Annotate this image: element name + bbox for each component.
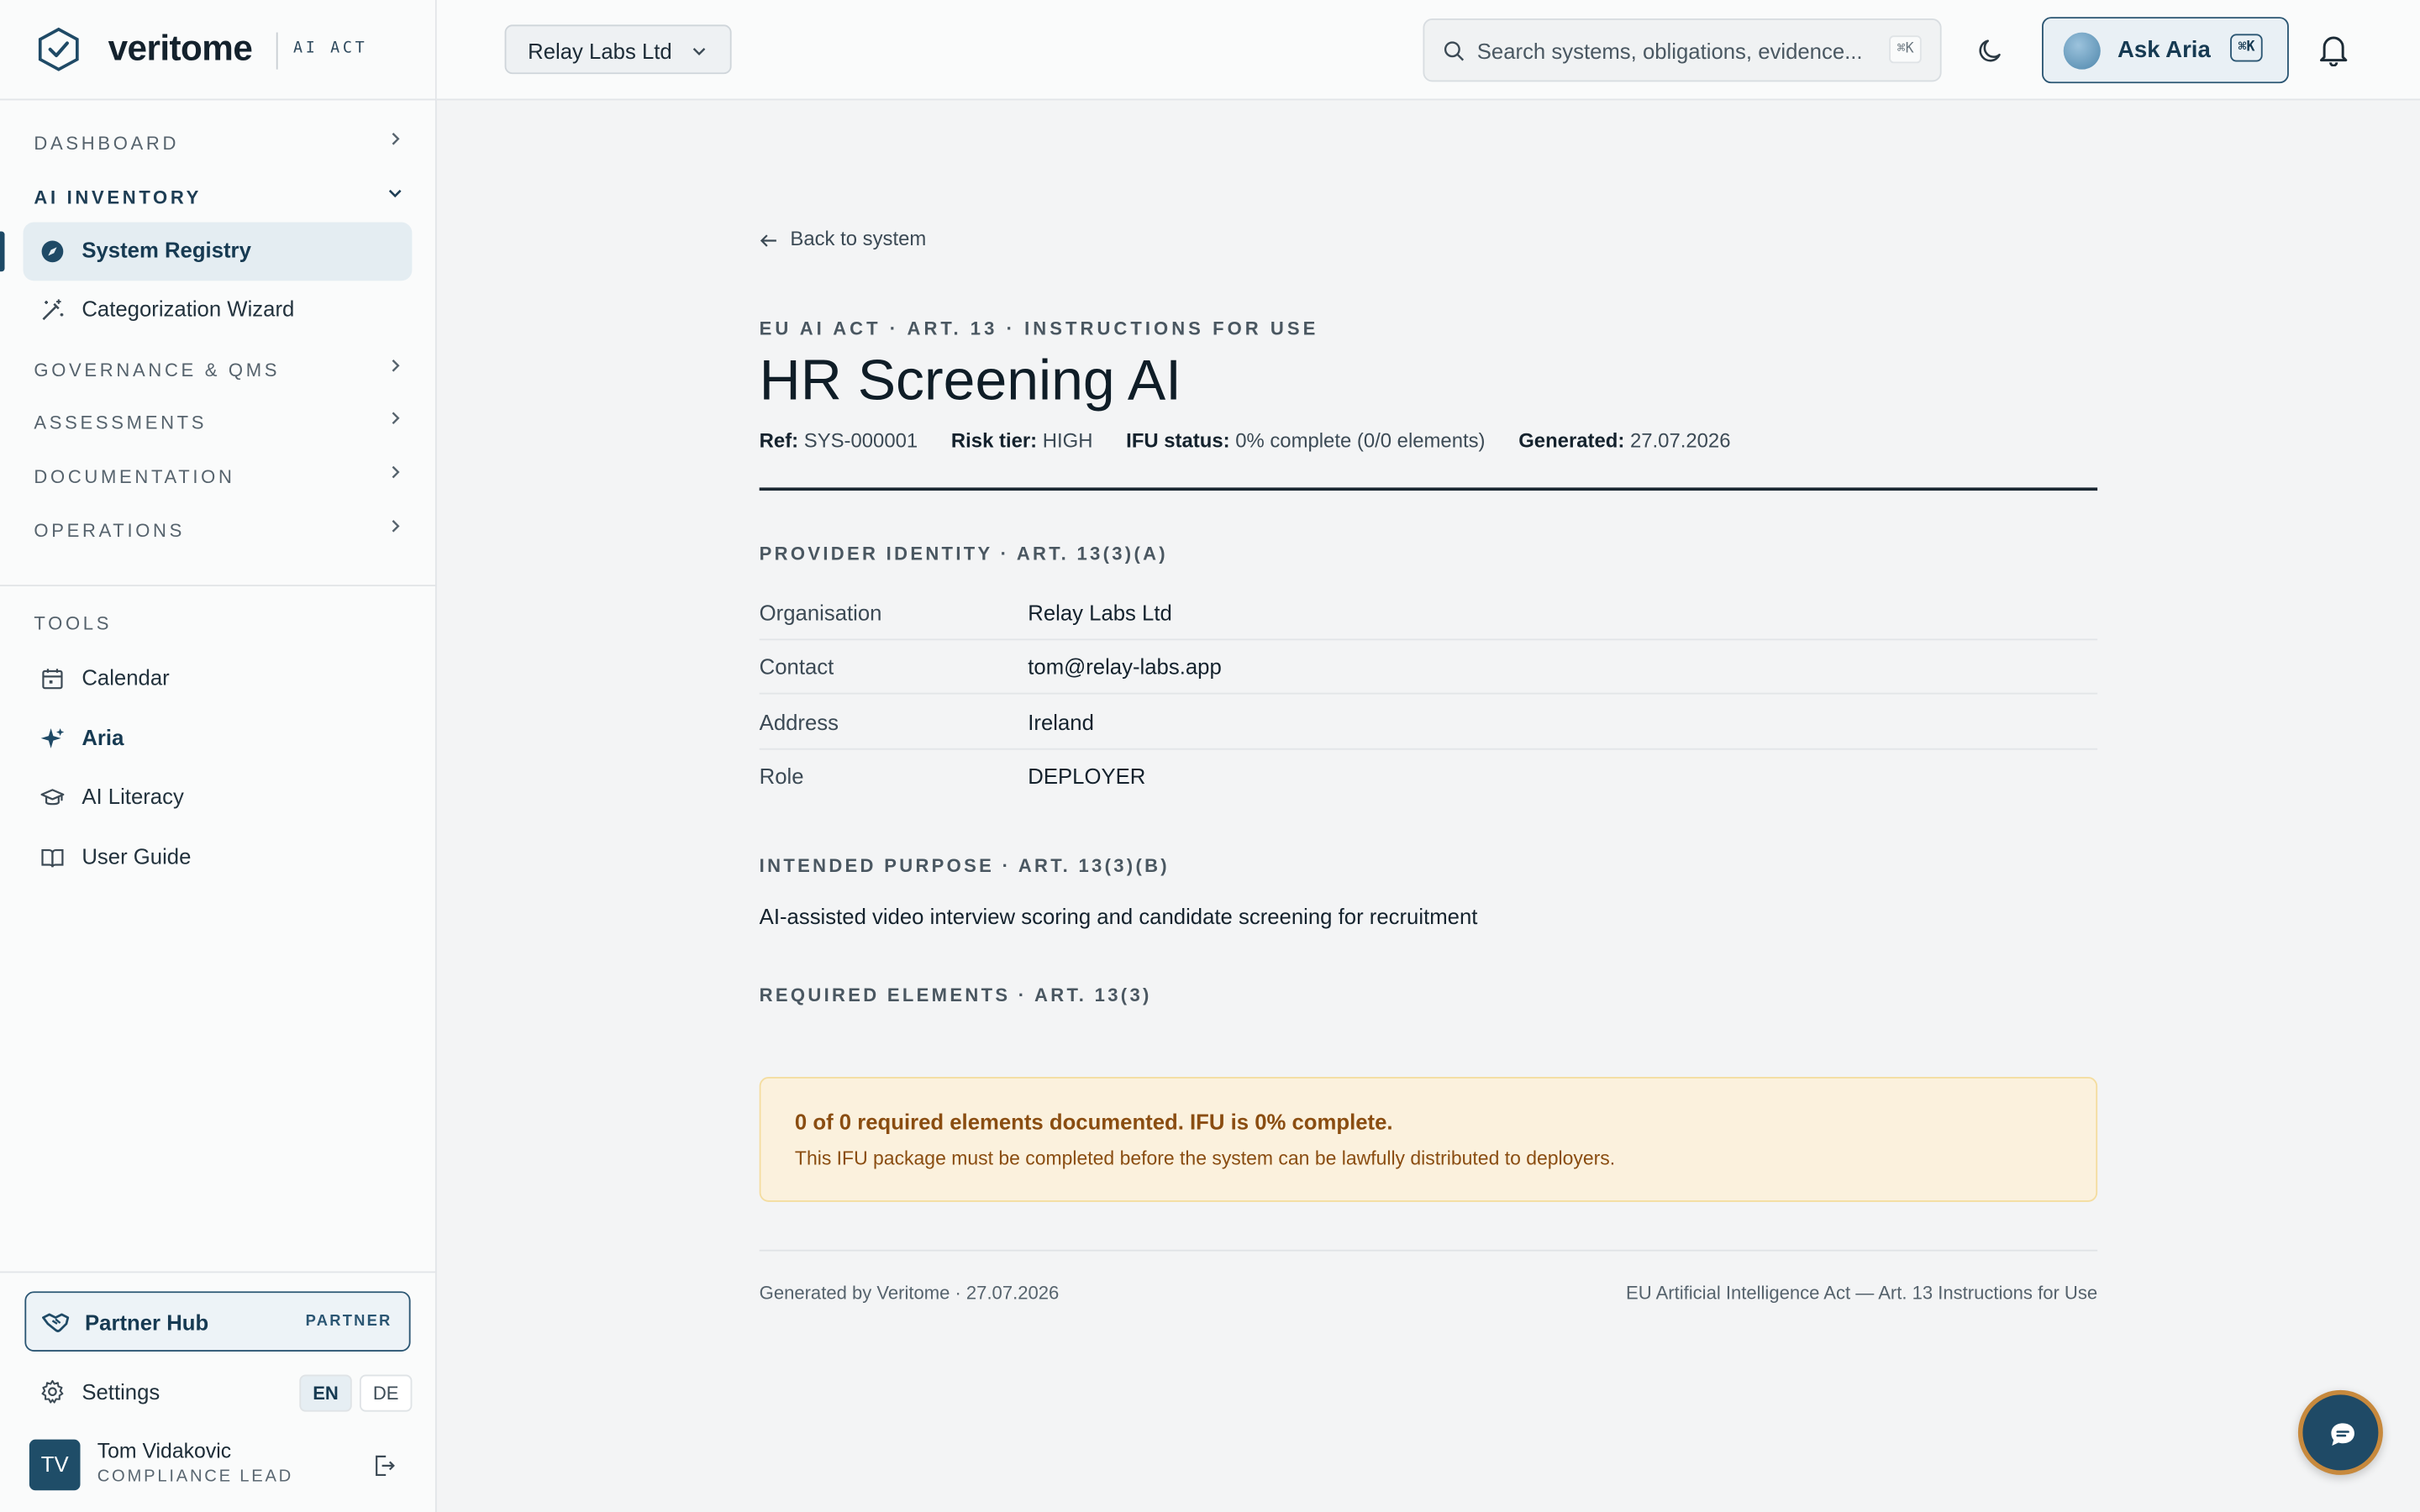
moon-icon[interactable] (1977, 37, 2005, 65)
wand-icon (40, 297, 65, 322)
lang-de-button[interactable]: DE (360, 1375, 412, 1412)
partner-badge: PARTNER (305, 1313, 392, 1331)
provider-row: Contact tom@relay-labs.app (760, 640, 2097, 694)
tools-heading: TOOLS (34, 612, 113, 634)
chevron-right-icon (386, 409, 404, 428)
gear-icon[interactable] (40, 1379, 65, 1404)
footer-regulation: EU Artificial Intelligence Act — Art. 13 Instructions for Use (1626, 1282, 2098, 1305)
provider-row: Organisation Relay Labs Ltd (760, 586, 2097, 640)
sidebar-item-calendar[interactable]: Calendar (24, 649, 413, 708)
ifu-label: IFU status: (1126, 428, 1230, 453)
nav-section-documentation[interactable]: DOCUMENTATION (34, 466, 404, 488)
risk-value: HIGH (1042, 428, 1093, 453)
sidebar-divider (0, 585, 437, 586)
required-elements-heading: REQUIRED ELEMENTS · ART. 13(3) (759, 984, 1152, 1006)
nav-section-assessments[interactable]: ASSESSMENTS (34, 412, 404, 433)
title-rule (760, 487, 2097, 491)
book-icon (40, 846, 65, 870)
nav-section-governance[interactable]: GOVERNANCE & QMS (34, 360, 404, 381)
sidebar (0, 0, 437, 1512)
brand-separator (276, 33, 278, 70)
user-profile (29, 1438, 415, 1494)
sidebar-item-categorization-wizard[interactable]: Categorization Wizard (24, 281, 413, 339)
bell-icon[interactable] (2318, 33, 2349, 66)
footer-generated: Generated by Veritome · 27.07.2026 (759, 1282, 1060, 1305)
chevron-down-icon (690, 42, 708, 60)
generated-label: Generated: (1518, 428, 1625, 453)
nav-section-dashboard[interactable]: DASHBOARD (34, 133, 404, 155)
chevron-down-icon (386, 184, 404, 202)
brand (0, 0, 437, 100)
calendar-icon (40, 666, 65, 690)
warning-body: This IFU package must be completed before the system can be lawfully distributed to deployers. (794, 1147, 1616, 1170)
intended-purpose-text: AI-assisted video interview scoring and candidate screening for recruitment (759, 904, 1478, 929)
chevron-right-icon (386, 356, 404, 375)
user-name: Tom Vidakovic (97, 1439, 232, 1463)
ref-value: SYS-000001 (803, 428, 918, 453)
chat-bubble-icon (2328, 1420, 2359, 1451)
brand-name: veritome (108, 28, 253, 68)
nav-section-ai-inventory[interactable]: AI INVENTORY (34, 186, 404, 208)
document-eyebrow: EU AI ACT · ART. 13 · INSTRUCTIONS FOR USE (759, 318, 1319, 340)
ifu-value: 0% complete (0/0 elements) (1235, 428, 1486, 453)
search-icon (1443, 40, 1465, 62)
search-input[interactable] (1423, 18, 1941, 81)
provider-heading: PROVIDER IDENTITY · ART. 13(3)(A) (759, 543, 1168, 565)
search-shortcut: ⌘K (1889, 35, 1921, 63)
partner-hub-button[interactable]: Partner Hub PARTNER (24, 1291, 410, 1352)
nav-section-operations[interactable]: OPERATIONS (34, 520, 404, 542)
sparkle-icon (40, 727, 65, 751)
sidebar-item-system-registry[interactable]: System Registry (24, 222, 413, 281)
aria-shortcut: ⌘K (2230, 34, 2262, 61)
sidebar-item-aria[interactable]: Aria (24, 710, 413, 769)
sidebar-divider-bottom (0, 1271, 437, 1273)
logout-icon[interactable] (372, 1453, 397, 1478)
settings-link[interactable]: Settings (82, 1379, 160, 1404)
aria-orb-icon (2064, 33, 2101, 70)
ask-aria-button[interactable]: Ask Aria ⌘K (2042, 17, 2289, 83)
handshake-icon (42, 1310, 70, 1334)
lang-en-button[interactable]: EN (299, 1375, 351, 1412)
veritome-logo-icon (37, 26, 80, 72)
graduation-cap-icon (40, 785, 65, 810)
generated-value: 27.07.2026 (1629, 428, 1731, 453)
user-role: COMPLIANCE LEAD (97, 1467, 294, 1486)
ref-label: Ref: (759, 428, 799, 453)
footer-rule (760, 1250, 2097, 1252)
warning-title: 0 of 0 required elements documented. IFU is 0% complete. (794, 1109, 1393, 1135)
completion-warning (760, 1077, 2097, 1202)
chevron-right-icon (386, 129, 404, 148)
document-meta (760, 429, 1731, 453)
sidebar-item-user-guide[interactable]: User Guide (24, 828, 413, 887)
compass-icon (40, 239, 65, 264)
sidebar-item-ai-literacy[interactable]: AI Literacy (24, 769, 413, 827)
settings-row (24, 1368, 413, 1415)
chevron-right-icon (386, 517, 404, 535)
risk-label: Risk tier: (950, 428, 1038, 453)
brand-tag: AI ACT (292, 39, 368, 57)
purpose-heading: INTENDED PURPOSE · ART. 13(3)(B) (759, 854, 1170, 877)
page-title: HR Screening AI (759, 349, 1182, 412)
top-header (437, 0, 2420, 100)
active-indicator (0, 232, 5, 272)
chat-launcher-button[interactable] (2298, 1390, 2383, 1475)
arrow-left-icon (760, 232, 778, 250)
provider-row: Role DEPLOYER (759, 764, 1146, 789)
avatar: TV (29, 1440, 81, 1491)
provider-row: Address Ireland (760, 696, 2097, 749)
organization-selector[interactable]: Relay Labs Ltd (505, 24, 732, 74)
chevron-right-icon (386, 463, 404, 481)
search-placeholder: Search systems, obligations, evidence... (1476, 38, 1863, 64)
